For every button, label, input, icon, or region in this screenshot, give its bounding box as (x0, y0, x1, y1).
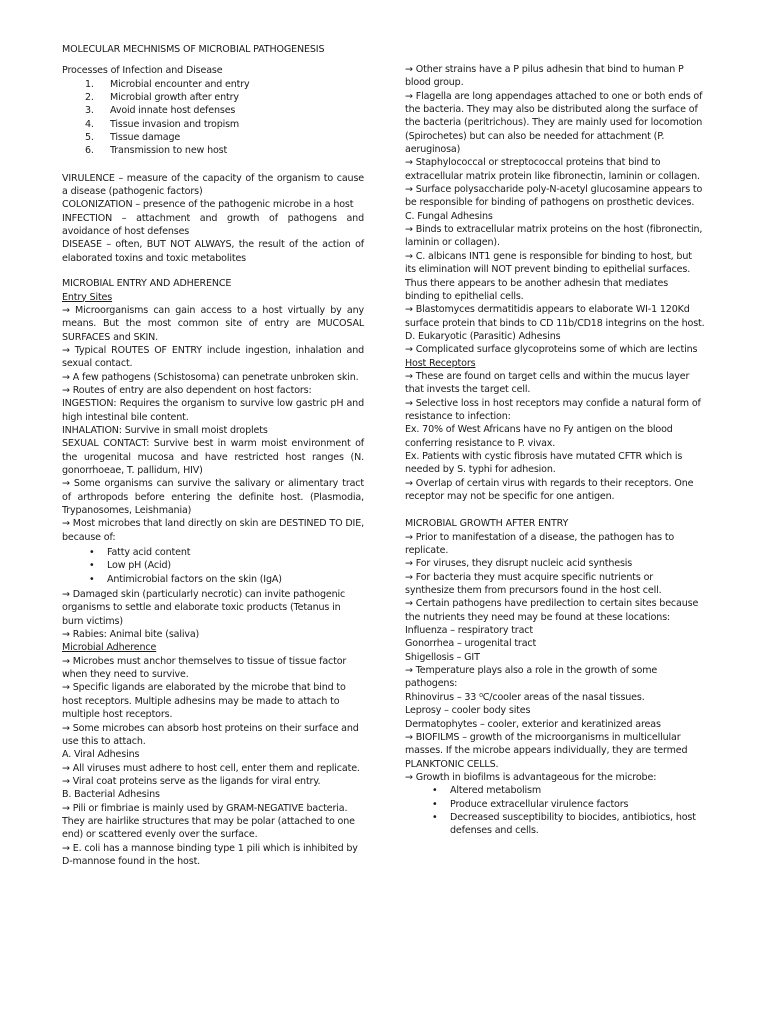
bullet-text: Altered metabolism (450, 785, 542, 797)
body-paragraph: → BIOFILMS – growth of the microorganisms in multicellular masses. If the microbe appears individually, they are termed PLANKTONIC CELLS. (405, 731, 688, 770)
definitions-block (62, 172, 364, 265)
processes-heading: Processes of Infection and Disease (62, 65, 223, 77)
body-paragraph: → Microorganisms can gain access to a host virtually by any means. But the most common site of entry are MUCOSAL SURFACES and SKIN. (62, 304, 364, 343)
process-number: 5. (85, 132, 94, 144)
receptors-block (405, 370, 705, 503)
body-paragraph: → E. coli has a mannose binding type 1 pili which is inhibited by D-mannose found in the host. (62, 842, 358, 867)
process-text: Microbial growth after entry (110, 92, 239, 104)
body-paragraph: SEXUAL CONTACT: Survive best in warm moist environment of the urogenital mucosa and have restricted host ranges (N. gonorrhoeae, T. pallidum, HIV) (62, 438, 364, 476)
bullet-icon: • (89, 573, 95, 585)
bullet-item (432, 784, 705, 797)
bullet-text: Produce extracellular virulence factors (450, 798, 629, 810)
process-text: Tissue invasion and tropism (110, 118, 240, 130)
process-number: 1. (85, 78, 94, 90)
body-paragraph: → Complicated surface glycoproteins some of which are lectins (405, 344, 698, 356)
body-paragraph: → Prior to manifestation of a disease, the pathogen has to replicate. (405, 531, 675, 557)
process-text: Avoid innate host defenses (110, 105, 236, 117)
entry-heading: MICROBIAL ENTRY AND ADHERENCE (62, 278, 232, 290)
process-text: Transmission to new host (110, 145, 228, 157)
body-paragraph: Rhinovirus – 33 ⁰C/cooler areas of the nasal tissues. (405, 691, 645, 703)
process-text: Tissue damage (110, 132, 181, 144)
definition-paragraph: DISEASE – often, BUT NOT ALWAYS, the result of the action of elaborated toxins and toxic metabolites (62, 239, 364, 264)
biofilm-advantages-list (405, 784, 705, 837)
body-paragraph: → Routes of entry are also dependent on host factors: (62, 384, 312, 396)
entry-notes-block (62, 588, 364, 641)
bullet-text: Fatty acid content (107, 547, 191, 559)
definition-paragraph: INFECTION – attachment and growth of pathogens and avoidance of host defenses (62, 212, 364, 238)
adherence-heading: Microbial Adherence (62, 642, 157, 654)
body-paragraph: C. Fungal Adhesins (405, 210, 493, 222)
bullet-item (432, 811, 705, 838)
process-item (85, 118, 364, 131)
document-title: MOLECULAR MECHNISMS OF MICROBIAL PATHOGENESIS (62, 44, 325, 55)
body-paragraph: → Damaged skin (particularly necrotic) can invite pathogenic organisms to settle and elaborate toxic products (Tetanus in burn victims) (62, 589, 346, 627)
process-item (85, 131, 364, 144)
skin-factors-list (62, 546, 364, 586)
body-paragraph: → For viruses, they disrupt nucleic acid synthesis (405, 558, 633, 570)
process-item (85, 91, 364, 104)
body-paragraph: → Typical ROUTES OF ENTRY include ingestion, inhalation and sexual contact. (62, 344, 364, 370)
body-paragraph: → Pili or fimbriae is mainly used by GRAM-NEGATIVE bacteria. They are hairlike structures that may be polar (attached to one end) or scattered evenly over the surface. (62, 802, 355, 841)
process-number: 3. (85, 105, 94, 117)
bullet-icon: • (432, 785, 438, 797)
body-paragraph: Shigellosis – GIT (405, 651, 480, 663)
receptors-heading: Host Receptors (405, 357, 476, 369)
body-paragraph: → C. albicans INT1 gene is responsible for binding to host, but its elimination will NOT prevent binding to epithelial surfaces. Thus there appears to be another adhesin that mediates binding to epithelial cells. (405, 250, 692, 302)
body-paragraph: → Surface polysaccharide poly-N-acetyl glucosamine appears to be responsible for binding of pathogens on prosthetic devices. (405, 184, 703, 209)
body-paragraph: → Flagella are long appendages attached to one or both ends of the bacteria. They may also be distributed along the surface of the bacteria (peritrichous). They are mainly used for locomotion (Spirochetes) but can also be needed for attachment (P. aeruginosa) (405, 90, 703, 156)
left-column (62, 0, 364, 868)
body-paragraph: → Certain pathogens have predilection to certain sites because the nutrients they need may be found at these locations: (405, 598, 699, 623)
body-paragraph: → Viral coat proteins serve as the ligands for viral entry. (62, 775, 321, 787)
process-number: 4. (85, 118, 94, 130)
definition-paragraph: COLONIZATION – presence of the pathogenic microbe in a host (62, 199, 354, 211)
adherence-block (62, 655, 364, 869)
process-number: 2. (85, 92, 94, 104)
body-paragraph: Dermatophytes – cooler, exterior and keratinized areas (405, 718, 661, 730)
body-paragraph: → A few pathogens (Schistosoma) can penetrate unbroken skin. (62, 371, 359, 383)
body-paragraph: D. Eukaryotic (Parasitic) Adhesins (405, 330, 561, 342)
body-paragraph: → Growth in biofilms is advantageous for the microbe: (405, 771, 657, 783)
body-paragraph: → Staphylococcal or streptococcal proteins that bind to extracellular matrix protein like fibronectin, laminin or collagen. (405, 157, 700, 182)
body-paragraph: → Rabies: Animal bite (saliva) (62, 629, 200, 641)
definition-paragraph: VIRULENCE – measure of the capacity of the organism to cause a disease (pathogenic factors) (62, 172, 364, 198)
bullet-icon: • (432, 811, 438, 823)
body-paragraph: INHALATION: Survive in small moist droplets (62, 424, 268, 436)
growth-block (405, 531, 705, 785)
body-paragraph: → Other strains have a P pilus adhesin that bind to human P blood group. (405, 64, 684, 89)
body-paragraph: → Temperature plays also a role in the growth of some pathogens: (405, 665, 658, 690)
bullet-text: Antimicrobial factors on the skin (IgA) (107, 573, 282, 585)
body-paragraph: → Some microbes can absorb host proteins on their surface and use this to attach. (62, 722, 359, 747)
process-text: Microbial encounter and entry (110, 78, 250, 90)
bullet-text: Decreased susceptibility to biocides, antibiotics, host defenses and cells. (450, 811, 696, 837)
bullet-item (89, 546, 364, 559)
body-paragraph: → Blastomyces dermatitidis appears to elaborate WI-1 120Kd surface protein that binds to CD 11b/CD18 integrins on the host. (405, 304, 705, 329)
entry-sites-block (62, 304, 364, 544)
growth-heading: MICROBIAL GROWTH AFTER ENTRY (405, 518, 569, 530)
process-item (85, 104, 364, 117)
bullet-icon: • (89, 547, 95, 559)
bullet-icon: • (432, 798, 438, 810)
body-paragraph: → Binds to extracellular matrix proteins on the host (fibronectin, laminin or collagen). (405, 224, 703, 249)
body-paragraph: INGESTION: Requires the organism to survive low gastric pH and high intestinal bile content. (62, 398, 364, 423)
bullet-text: Low pH (Acid) (107, 560, 171, 572)
body-paragraph: A. Viral Adhesins (62, 749, 140, 761)
body-paragraph: Ex. Patients with cystic fibrosis have mutated CFTR which is needed by S. typhi for adhesion. (405, 450, 683, 476)
bullet-item (89, 559, 364, 572)
process-number: 6. (85, 145, 94, 157)
body-paragraph: → Microbes must anchor themselves to tissue of tissue factor when they need to survive. (62, 655, 347, 681)
body-paragraph: Gonorrhea – urogenital tract (405, 638, 537, 650)
right-column (405, 0, 705, 838)
body-paragraph: → For bacteria they must acquire specific nutrients or synthesize them from precursors found in the host cell. (405, 571, 662, 597)
processes-list (62, 78, 364, 158)
bullet-icon: • (89, 560, 95, 572)
body-paragraph: B. Bacterial Adhesins (62, 789, 160, 801)
bullet-item (432, 798, 705, 811)
body-paragraph: Ex. 70% of West Africans have no Fy antigen on the blood conferring resistance to P. vivax. (405, 424, 673, 449)
body-paragraph: Influenza – respiratory tract (405, 625, 533, 637)
body-paragraph: Leprosy – cooler body sites (405, 705, 531, 717)
bullet-item (89, 573, 364, 586)
body-paragraph: → Most microbes that land directly on skin are DESTINED TO DIE, because of: (62, 518, 364, 543)
body-paragraph: → Selective loss in host receptors may confide a natural form of resistance to infection: (405, 397, 701, 422)
body-paragraph: → Specific ligands are elaborated by the microbe that bind to host receptors. Multiple adhesins may be made to attach to multiple host receptors. (62, 682, 346, 721)
process-item (85, 144, 364, 157)
body-paragraph: → All viruses must adhere to host cell, enter them and replicate. (62, 762, 360, 774)
adhesins-block (405, 63, 705, 357)
process-item (85, 78, 364, 91)
body-paragraph: → Some organisms can survive the salivary or alimentary tract of arthropods before entering the definite host. (Plasmodia, Trypanosomes, Leishmania) (62, 478, 364, 516)
body-paragraph: → These are found on target cells and within the mucus layer that invests the target cell. (405, 370, 690, 396)
entry-sites-heading: Entry Sites (62, 291, 113, 303)
body-paragraph: → Overlap of certain virus with regards to their receptors. One receptor may not be specific for one antigen. (405, 477, 694, 502)
